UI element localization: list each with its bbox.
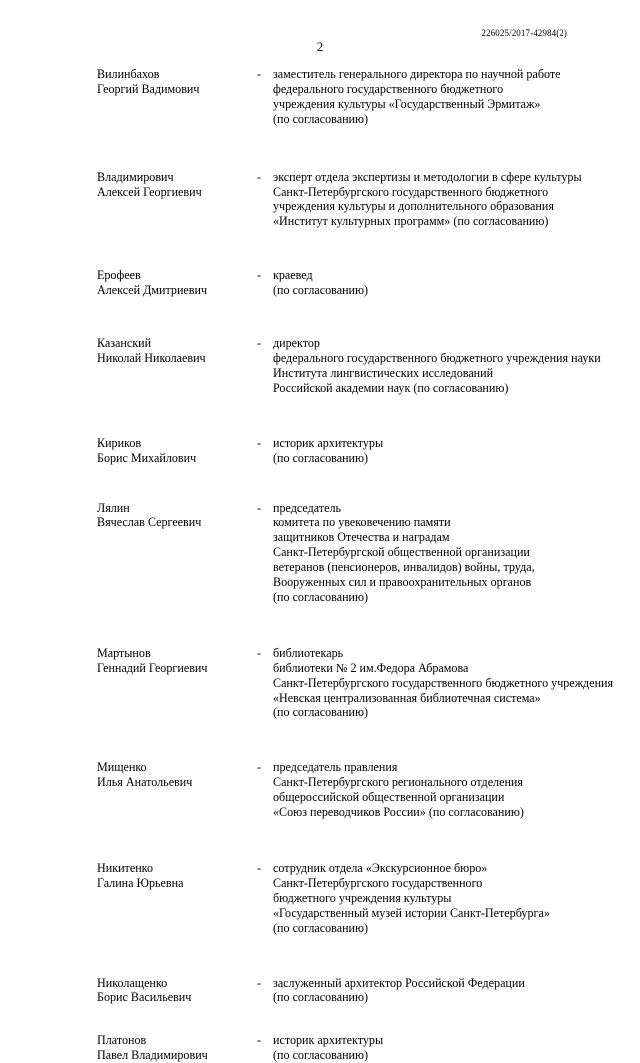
member-name bbox=[97, 646, 257, 721]
member-name bbox=[97, 861, 257, 936]
member-role-line: (по согласованию) bbox=[273, 1048, 369, 1063]
member-name bbox=[97, 501, 257, 605]
separator-dash: - bbox=[257, 268, 262, 283]
member-surname: Вилинбахов bbox=[97, 67, 160, 81]
member-name bbox=[97, 1033, 257, 1063]
member-name bbox=[97, 336, 257, 396]
separator-dash: - bbox=[257, 169, 262, 184]
member-given-names: Георгий Вадимович bbox=[97, 81, 200, 96]
member-role-line: (по согласованию) bbox=[273, 990, 369, 1005]
member-role-line: Санкт-Петербургского регионального отделения bbox=[273, 775, 523, 790]
member-name bbox=[97, 436, 257, 466]
member-entry bbox=[97, 976, 617, 1006]
member-surname: Кириков bbox=[97, 435, 142, 450]
member-role bbox=[273, 861, 617, 936]
member-name bbox=[97, 268, 257, 298]
member-entry bbox=[97, 268, 617, 298]
member-role bbox=[273, 67, 617, 127]
member-role-line: общероссийской общественной организации bbox=[273, 790, 505, 805]
member-role bbox=[273, 976, 617, 1006]
separator-dash: - bbox=[257, 760, 262, 775]
member-role-line: ветеранов (пенсионеров, инвалидов) войны, труда, bbox=[273, 560, 535, 575]
separator-dash: - bbox=[257, 336, 262, 351]
member-surname: Никитенко bbox=[97, 861, 153, 875]
page-number: 2 bbox=[316, 39, 324, 54]
member-role-line: эксперт отдела экспертизы и методологии в сфере культуры bbox=[273, 169, 582, 184]
member-entry bbox=[97, 336, 617, 396]
member-surname: Николащенко bbox=[97, 975, 168, 990]
member-role-line: (по согласованию) bbox=[273, 450, 369, 465]
member-role-line: «Государственный музей истории Санкт-Петербурга» bbox=[273, 905, 550, 920]
member-role-line: Санкт-Петербургского государственного бюджетного bbox=[273, 184, 549, 199]
member-surname: Платонов bbox=[97, 1033, 147, 1048]
member-surname: Ерофеев bbox=[97, 268, 141, 283]
member-role-line: краевед bbox=[273, 268, 313, 283]
member-name bbox=[97, 760, 257, 820]
member-entry bbox=[97, 861, 617, 936]
member-role-line: «Союз переводчиков России» (по согласованию) bbox=[273, 805, 524, 820]
member-role bbox=[273, 336, 617, 396]
member-role-line: заместитель генерального директора по научной работе bbox=[273, 67, 561, 81]
document-registration-number: 226025/2017-42984(2) bbox=[481, 28, 567, 38]
member-role-line: «Невская централизованная библиотечная система» bbox=[273, 690, 541, 705]
member-given-names: Борис Михайлович bbox=[97, 450, 197, 465]
member-role-line: (по согласованию) bbox=[273, 920, 369, 935]
member-role-line: Санкт-Петербургского государственного бюджетного учреждения bbox=[273, 675, 614, 690]
member-given-names: Галина Юрьевна bbox=[97, 875, 184, 890]
member-role-line: федерального государственного бюджетного учреждения науки bbox=[273, 350, 601, 365]
member-role-line: (по согласованию) bbox=[273, 283, 369, 298]
member-role-line: Санкт-Петербургской общественной организации bbox=[273, 545, 530, 560]
member-name bbox=[97, 976, 257, 1006]
member-surname: Владимирович bbox=[97, 169, 174, 184]
commission-member-list bbox=[97, 67, 617, 1063]
member-role-line: председатель bbox=[273, 500, 342, 515]
separator-dash: - bbox=[257, 645, 262, 660]
member-entry bbox=[97, 170, 617, 230]
member-given-names: Илья Анатольевич bbox=[97, 775, 193, 790]
member-role-line: историк архитектуры bbox=[273, 1033, 384, 1048]
member-role-line: учреждения культуры «Государственный Эрмитаж» bbox=[273, 96, 541, 111]
member-role-line: учреждения культуры и дополнительного образования bbox=[273, 199, 554, 214]
member-role-line: бюджетного учреждения культуры bbox=[273, 890, 452, 905]
member-name bbox=[97, 67, 257, 127]
member-surname: Мищенко bbox=[97, 760, 147, 775]
member-entry bbox=[97, 501, 617, 605]
separator-dash: - bbox=[257, 861, 262, 875]
member-entry bbox=[97, 436, 617, 466]
member-role-line: (по согласованию) bbox=[273, 589, 369, 604]
member-role-line: Российской академии наук (по согласованию) bbox=[273, 380, 509, 395]
member-role bbox=[273, 170, 617, 230]
member-role-line: Санкт-Петербургского государственного bbox=[273, 875, 483, 890]
member-entry bbox=[97, 1033, 617, 1063]
member-role bbox=[273, 501, 617, 605]
member-role-line: Вооруженных сил и правоохранительных органов bbox=[273, 575, 532, 590]
separator-dash: - bbox=[257, 67, 262, 81]
member-role-line: библиотеки № 2 им.Федора Абрамова bbox=[273, 660, 469, 675]
member-role bbox=[273, 436, 617, 466]
member-role-line: сотрудник отдела «Экскурсионное бюро» bbox=[273, 861, 488, 875]
member-role-line: федерального государственного бюджетного bbox=[273, 81, 504, 96]
separator-dash: - bbox=[257, 435, 262, 450]
member-role-line: комитета по увековечению памяти bbox=[273, 515, 451, 530]
member-given-names: Алексей Дмитриевич bbox=[97, 283, 208, 298]
member-given-names: Борис Васильевич bbox=[97, 990, 192, 1005]
member-role-line: защитников Отечества и наградам bbox=[273, 530, 450, 545]
member-role-line: председатель правления bbox=[273, 760, 398, 775]
member-surname: Мартынов bbox=[97, 645, 151, 660]
member-role bbox=[273, 268, 617, 298]
member-role bbox=[273, 760, 617, 820]
separator-dash: - bbox=[257, 500, 262, 515]
member-role-line: (по согласованию) bbox=[273, 111, 369, 126]
member-role bbox=[273, 646, 617, 721]
member-role-line: заслуженный архитектор Российской Федерации bbox=[273, 975, 525, 990]
separator-dash: - bbox=[257, 975, 262, 990]
member-entry bbox=[97, 67, 617, 127]
member-role-line: Института лингвистических исследований bbox=[273, 365, 494, 380]
member-role bbox=[273, 1033, 617, 1063]
member-role-line: библиотекарь bbox=[273, 645, 344, 660]
member-name bbox=[97, 170, 257, 230]
member-entry bbox=[97, 646, 617, 721]
member-surname: Лялин bbox=[97, 500, 130, 515]
member-role-line: «Институт культурных программ» (по согласованию) bbox=[273, 214, 549, 229]
separator-dash: - bbox=[257, 1033, 262, 1048]
member-role-line: (по согласованию) bbox=[273, 705, 369, 720]
member-role-line: директор bbox=[273, 336, 320, 351]
member-role-line: историк архитектуры bbox=[273, 435, 384, 450]
member-given-names: Геннадий Георгиевич bbox=[97, 660, 208, 675]
member-given-names: Николай Николаевич bbox=[97, 350, 206, 365]
member-given-names: Вячеслав Сергеевич bbox=[97, 515, 202, 530]
member-surname: Казанский bbox=[97, 336, 152, 351]
member-given-names: Павел Владимирович bbox=[97, 1048, 208, 1063]
member-given-names: Алексей Георгиевич bbox=[97, 184, 202, 199]
member-entry bbox=[97, 760, 617, 820]
